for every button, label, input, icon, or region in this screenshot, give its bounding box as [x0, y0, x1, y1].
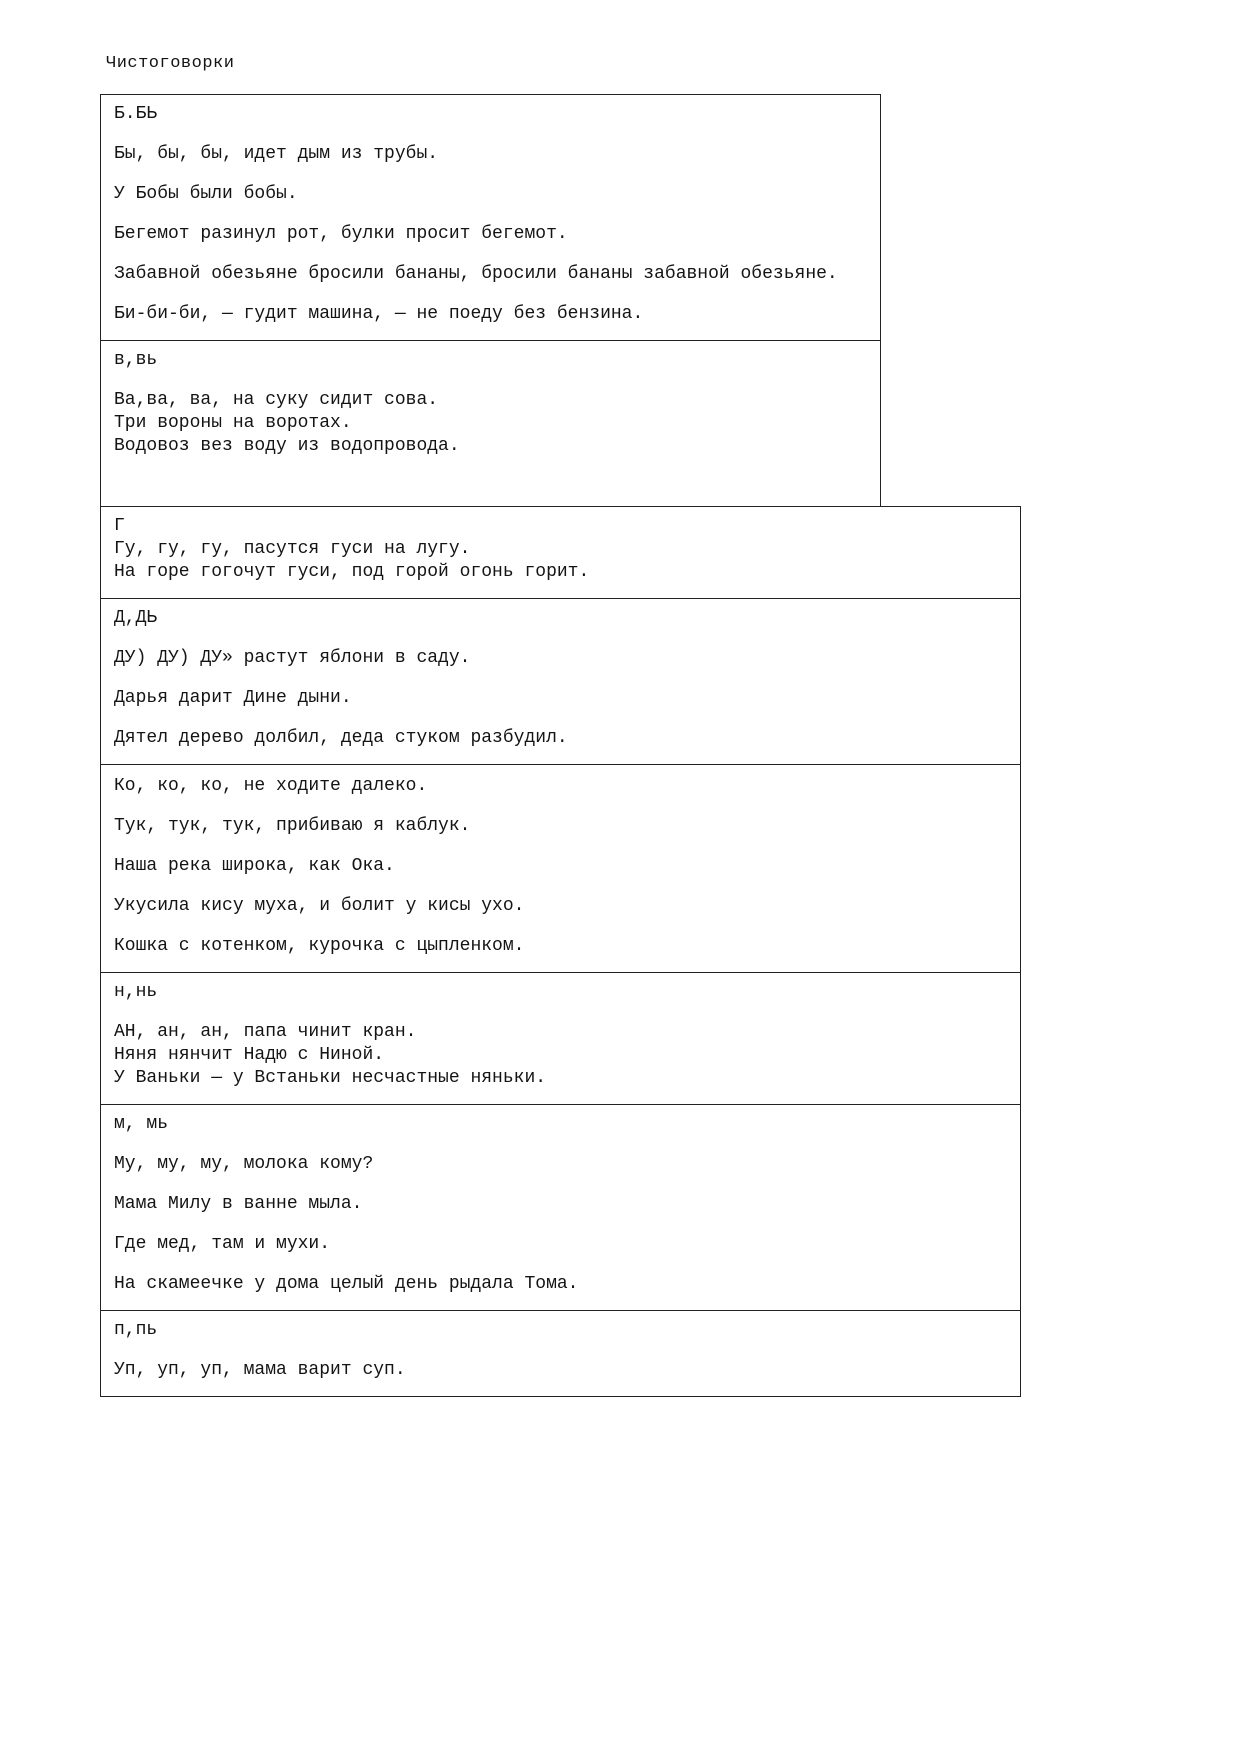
section-line: Бегемот разинул рот, булки просит бегемот. — [114, 224, 568, 244]
section-line: Наша река широка, как Ока. — [114, 856, 395, 876]
sections-container — [100, 94, 1241, 1397]
section-box-8 — [100, 1310, 1021, 1397]
section-box-5 — [100, 764, 1021, 973]
section-header: Д,ДЬ — [114, 608, 158, 628]
section-line: Дятел дерево долбил, деда стуком разбудил. — [114, 728, 568, 748]
section-header: в,вь — [114, 350, 158, 370]
section-box-3 — [100, 506, 1021, 599]
section-header: м, мь — [114, 1114, 169, 1134]
section-line: Укусила кису муха, и болит у кисы ухо. — [114, 896, 525, 916]
section-line: Ва,ва, ва, на суку сидит сова. — [114, 390, 439, 410]
section-line: Дарья дарит Дине дыни. — [114, 688, 352, 708]
section-line: Кошка с котенком, курочка с цыпленком. — [114, 936, 525, 956]
section-line: Уп, уп, уп, мама варит суп. — [114, 1360, 406, 1380]
section-line: На скамеечке у дома целый день рыдала Тома. — [114, 1274, 579, 1294]
section-line: Ко, ко, ко, не ходите далеко. — [114, 776, 428, 796]
section-box-7 — [100, 1104, 1021, 1311]
page-title: Чистоговорки — [106, 54, 235, 73]
section-line: Няня нянчит Надю с Ниной. — [114, 1045, 385, 1065]
section-line: Три вороны на воротах. — [114, 413, 352, 433]
section-line: Мама Милу в ванне мыла. — [114, 1194, 363, 1214]
section-box-2 — [100, 340, 881, 507]
section-header: Б.БЬ — [114, 104, 158, 124]
section-box-6 — [100, 972, 1021, 1105]
section-line: АН, ан, ан, папа чинит кран. — [114, 1022, 417, 1042]
section-box-4 — [100, 598, 1021, 765]
section-header: п,пь — [114, 1320, 158, 1340]
section-line: Забавной обезьяне бросили бананы, бросили бананы забавной обезьяне. — [114, 264, 838, 284]
section-line: У Ваньки — у Встаньки несчастные няньки. — [114, 1068, 547, 1088]
section-line: Гу, гу, гу, пасутся гуси на лугу. — [114, 539, 471, 559]
section-line: У Бобы были бобы. — [114, 184, 298, 204]
section-line: Тук, тук, тук, прибиваю я каблук. — [114, 816, 471, 836]
section-header: н,нь — [114, 982, 158, 1002]
section-line: На горе гогочут гуси, под горой огонь горит. — [114, 562, 590, 582]
section-line: Где мед, там и мухи. — [114, 1234, 331, 1254]
section-line: ДУ) ДУ) ДУ» растут яблони в саду. — [114, 648, 471, 668]
section-header: Г — [114, 516, 125, 536]
section-line: Би-би-би, — гудит машина, — не поеду без бензина. — [114, 304, 644, 324]
section-line: Водовоз вез воду из водопровода. — [114, 436, 460, 456]
section-line: Му, му, му, молока кому? — [114, 1154, 374, 1174]
section-line: Бы, бы, бы, идет дым из трубы. — [114, 144, 439, 164]
section-box-1 — [100, 94, 881, 341]
